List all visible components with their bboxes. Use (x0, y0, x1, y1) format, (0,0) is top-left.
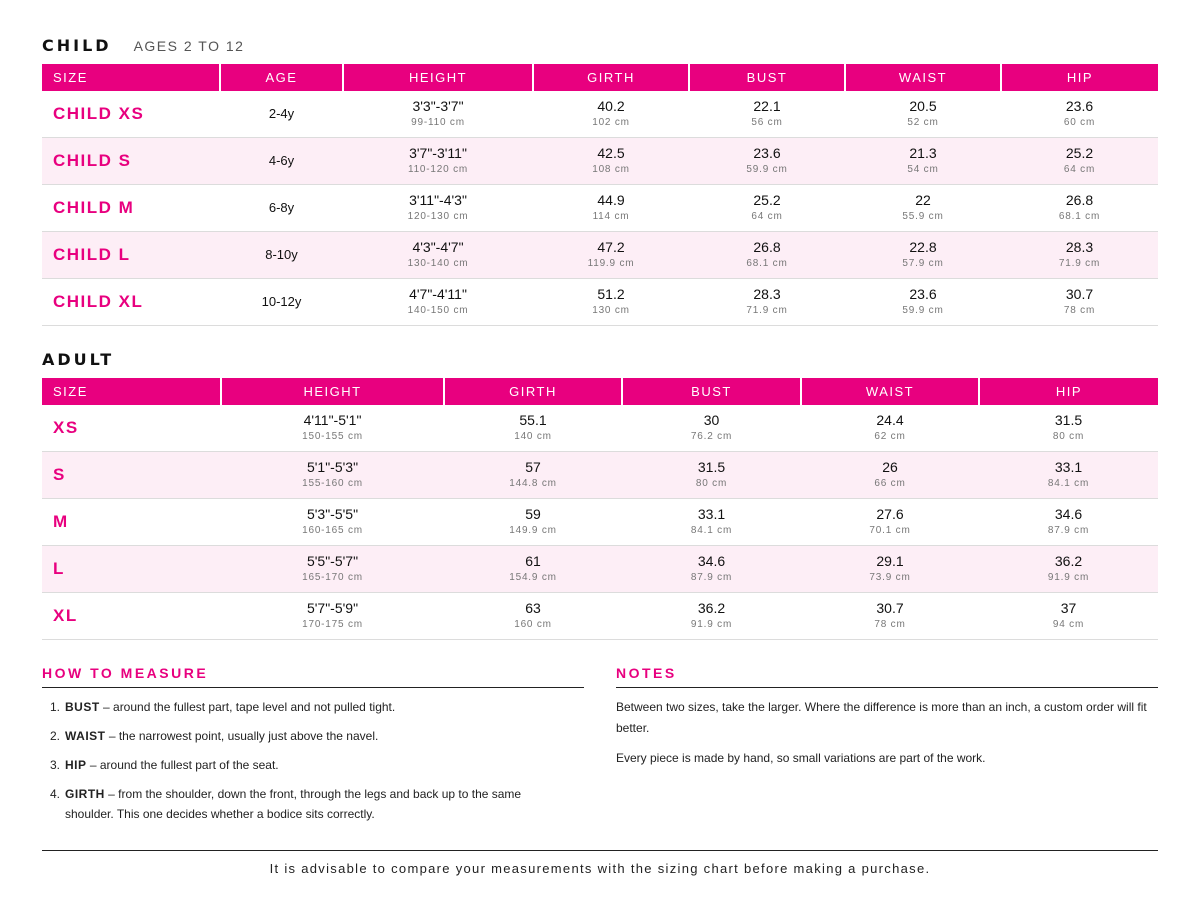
table-row (42, 279, 1158, 326)
waist-cm: 59.9 cm (902, 304, 944, 316)
notes-paragraph: Every piece is made by hand, so small variations are part of the work. (616, 751, 986, 765)
measure-item-text: – around the fullest part of the seat. (86, 758, 279, 772)
height-inches: 3'11"-4'3" (409, 191, 467, 208)
waist-cm: 62 cm (874, 430, 906, 442)
cell-waist (801, 452, 979, 499)
girth-inches: 44.9 (597, 191, 625, 208)
age-value: 6-8y (268, 200, 295, 215)
cell-waist (845, 91, 1001, 138)
cell-bust (622, 452, 801, 499)
height-inches: 3'3"-3'7" (412, 97, 464, 114)
bust-inches: 36.2 (697, 599, 726, 616)
notes-divider (616, 687, 1158, 688)
measure-item-term: BUST (65, 700, 100, 714)
cell-height (221, 405, 444, 452)
hip-cm: 71.9 cm (1058, 257, 1101, 269)
cell-girth (444, 593, 622, 640)
waist-cm: 70.1 cm (869, 524, 911, 536)
adult-section-heading (42, 350, 114, 369)
cell-girth (444, 546, 622, 593)
hip-inches: 28.3 (1065, 238, 1094, 255)
cell-bust (622, 499, 801, 546)
cell-age (220, 232, 343, 279)
bust-cm: 64 cm (751, 210, 783, 222)
waist-cm: 66 cm (874, 477, 906, 489)
cell-waist (845, 279, 1001, 326)
bust-inches: 22.1 (753, 97, 781, 114)
girth-cm: 130 cm (592, 304, 630, 316)
waist-inches: 23.6 (909, 285, 937, 302)
footer-note: It is advisable to compare your measurements with the sizing chart before making a purchase. (269, 861, 931, 876)
cell-waist (801, 593, 979, 640)
bust-inches: 33.1 (697, 505, 726, 522)
girth-cm: 144.8 cm (509, 477, 557, 489)
height-inches: 4'7"-4'11" (409, 285, 467, 302)
age-value: 10-12y (261, 294, 302, 309)
cell-girth (533, 279, 689, 326)
hip-cm: 87.9 cm (1047, 524, 1090, 536)
hip-cm: 94 cm (1052, 618, 1085, 630)
cell-girth (444, 499, 622, 546)
waist-inches: 24.4 (876, 411, 904, 428)
measure-item-text: – from the shoulder, down the front, through the legs and back up to the same shoulder. This one decides whether a bodice sits correctly. (65, 787, 522, 821)
cell-hip (979, 452, 1158, 499)
height-cm: 140-150 cm (407, 304, 469, 316)
child-section-heading (42, 36, 244, 55)
height-cm: 120-130 cm (407, 210, 469, 222)
age-value: 4-6y (268, 153, 295, 168)
cell-height (221, 452, 444, 499)
age-value: 8-10y (265, 247, 298, 262)
waist-cm: 78 cm (874, 618, 906, 630)
size-label: CHILD L (42, 232, 220, 279)
cell-height (343, 138, 533, 185)
girth-cm: 119.9 cm (587, 257, 635, 269)
size-label: CHILD XL (42, 279, 220, 326)
cell-girth (533, 232, 689, 279)
girth-cm: 160 cm (514, 618, 552, 630)
hip-cm: 80 cm (1052, 430, 1085, 442)
cell-bust (689, 185, 845, 232)
girth-inches: 63 (525, 599, 541, 616)
size-label: L (42, 546, 221, 593)
girth-inches: 51.2 (597, 285, 625, 302)
bust-inches: 31.5 (697, 458, 726, 475)
girth-cm: 140 cm (514, 430, 552, 442)
height-inches: 3'7"-3'11" (409, 144, 467, 161)
size-label: CHILD XS (42, 91, 220, 138)
cell-hip (1001, 138, 1158, 185)
girth-cm: 149.9 cm (509, 524, 557, 536)
cell-bust (689, 91, 845, 138)
height-inches: 4'11"-5'1" (303, 411, 362, 428)
measure-item (42, 697, 572, 717)
cell-waist (801, 499, 979, 546)
measure-item (42, 784, 572, 824)
height-cm: 150-155 cm (302, 430, 363, 442)
cell-age (220, 91, 343, 138)
girth-inches: 47.2 (597, 238, 625, 255)
cell-bust (622, 546, 801, 593)
bust-cm: 76.2 cm (690, 430, 733, 442)
waist-inches: 20.5 (909, 97, 937, 114)
size-label: XL (42, 593, 221, 640)
age-value: 2-4y (268, 106, 295, 121)
measure-item (42, 755, 572, 775)
size-label: M (42, 499, 221, 546)
cell-hip (1001, 279, 1158, 326)
notes-body (616, 697, 1158, 778)
hip-cm: 78 cm (1063, 304, 1096, 316)
column-header-bust: BUST (622, 378, 801, 405)
how-to-measure-divider (42, 687, 584, 688)
height-inches: 5'5"-5'7" (306, 552, 359, 569)
bust-cm: 80 cm (695, 477, 728, 489)
height-cm: 155-160 cm (302, 477, 363, 489)
notes-title: NOTES (616, 665, 677, 681)
hip-cm: 64 cm (1063, 163, 1096, 175)
measure-item (42, 726, 572, 746)
hip-cm: 60 cm (1063, 116, 1096, 128)
column-header-size: SIZE (42, 378, 221, 405)
hip-inches: 23.6 (1065, 97, 1094, 114)
girth-cm: 108 cm (592, 163, 630, 175)
cell-age (220, 185, 343, 232)
cell-bust (622, 405, 801, 452)
waist-inches: 27.6 (876, 505, 904, 522)
measure-item-number: 3. (50, 758, 61, 772)
bust-cm: 59.9 cm (746, 163, 788, 175)
measure-item-term: GIRTH (65, 787, 105, 801)
cell-girth (533, 138, 689, 185)
child-title: CHILD (42, 36, 112, 55)
cell-girth (533, 91, 689, 138)
bust-inches: 34.6 (697, 552, 726, 569)
hip-cm: 91.9 cm (1047, 571, 1090, 583)
cell-height (221, 546, 444, 593)
column-header-waist: WAIST (845, 64, 1001, 91)
girth-cm: 154.9 cm (509, 571, 557, 583)
column-header-hip: HIP (979, 378, 1158, 405)
table-row (42, 452, 1158, 499)
table-row (42, 185, 1158, 232)
cell-hip (979, 546, 1158, 593)
cell-hip (979, 593, 1158, 640)
height-inches: 5'7"-5'9" (306, 599, 359, 616)
cell-bust (622, 593, 801, 640)
girth-inches: 42.5 (597, 144, 625, 161)
hip-inches: 33.1 (1054, 458, 1083, 475)
notes-paragraph: Between two sizes, take the larger. Where the difference is more than an inch, a custom order will fit better. (616, 700, 1147, 735)
height-cm: 99-110 cm (411, 116, 465, 128)
height-cm: 130-140 cm (407, 257, 469, 269)
cell-waist (845, 232, 1001, 279)
column-header-girth: GIRTH (444, 378, 622, 405)
size-label: S (42, 452, 221, 499)
waist-inches: 21.3 (909, 144, 937, 161)
measure-item-term: WAIST (65, 729, 106, 743)
bust-cm: 91.9 cm (690, 618, 733, 630)
adult-title: ADULT (42, 350, 115, 369)
adult-table-header-row (42, 378, 1158, 405)
bust-cm: 87.9 cm (690, 571, 733, 583)
waist-inches: 22.8 (909, 238, 937, 255)
cell-hip (1001, 91, 1158, 138)
cell-waist (801, 546, 979, 593)
bust-inches: 23.6 (753, 144, 781, 161)
cell-height (221, 499, 444, 546)
table-row (42, 91, 1158, 138)
cell-bust (689, 232, 845, 279)
child-table-header-row (42, 64, 1158, 91)
child-size-table (42, 64, 1158, 326)
bust-inches: 28.3 (753, 285, 781, 302)
cell-age (220, 279, 343, 326)
cell-height (343, 185, 533, 232)
cell-hip (1001, 232, 1158, 279)
waist-cm: 55.9 cm (902, 210, 944, 222)
hip-inches: 37 (1060, 599, 1077, 616)
how-to-measure-title: HOW TO MEASURE (42, 665, 209, 681)
table-row (42, 593, 1158, 640)
girth-inches: 59 (525, 505, 541, 522)
bust-inches: 25.2 (753, 191, 781, 208)
measure-item-number: 4. (50, 787, 61, 801)
measure-item-text: – around the fullest part, tape level and not pulled tight. (99, 700, 396, 714)
waist-cm: 57.9 cm (902, 257, 944, 269)
table-row (42, 138, 1158, 185)
table-row (42, 232, 1158, 279)
hip-inches: 25.2 (1065, 144, 1094, 161)
bust-cm: 71.9 cm (746, 304, 788, 316)
girth-inches: 61 (525, 552, 541, 569)
cell-bust (689, 138, 845, 185)
measure-item-number: 1. (50, 700, 61, 714)
cell-bust (689, 279, 845, 326)
hip-inches: 31.5 (1054, 411, 1083, 428)
bust-inches: 30 (703, 411, 720, 428)
hip-inches: 26.8 (1065, 191, 1094, 208)
height-cm: 170-175 cm (302, 618, 363, 630)
height-inches: 4'3"-4'7" (412, 238, 464, 255)
cell-height (221, 593, 444, 640)
column-header-waist: WAIST (801, 378, 979, 405)
cell-girth (444, 452, 622, 499)
hip-inches: 30.7 (1065, 285, 1094, 302)
bust-cm: 84.1 cm (690, 524, 733, 536)
footer-divider (42, 850, 1158, 851)
girth-inches: 55.1 (519, 411, 547, 428)
height-inches: 5'1"-5'3" (306, 458, 359, 475)
waist-cm: 54 cm (907, 163, 939, 175)
column-header-height: HEIGHT (221, 378, 444, 405)
cell-hip (979, 499, 1158, 546)
cell-waist (801, 405, 979, 452)
cell-waist (845, 138, 1001, 185)
size-label: XS (42, 405, 221, 452)
waist-inches: 22 (915, 191, 931, 208)
bust-cm: 56 cm (751, 116, 783, 128)
height-cm: 165-170 cm (302, 571, 363, 583)
size-label: CHILD M (42, 185, 220, 232)
measure-item-number: 2. (50, 729, 61, 743)
cell-girth (533, 185, 689, 232)
measure-item-term: HIP (65, 758, 87, 772)
cell-height (343, 232, 533, 279)
height-cm: 110-120 cm (407, 163, 469, 175)
how-to-measure-list (42, 697, 572, 833)
hip-inches: 34.6 (1054, 505, 1083, 522)
cell-waist (845, 185, 1001, 232)
waist-cm: 73.9 cm (869, 571, 911, 583)
table-row (42, 499, 1158, 546)
waist-inches: 29.1 (876, 552, 904, 569)
cell-height (343, 91, 533, 138)
height-cm: 160-165 cm (302, 524, 363, 536)
girth-cm: 102 cm (592, 116, 630, 128)
hip-cm: 68.1 cm (1058, 210, 1101, 222)
hip-cm: 84.1 cm (1047, 477, 1090, 489)
waist-cm: 52 cm (907, 116, 939, 128)
girth-cm: 114 cm (592, 210, 630, 222)
cell-age (220, 138, 343, 185)
hip-inches: 36.2 (1054, 552, 1083, 569)
bust-cm: 68.1 cm (746, 257, 788, 269)
table-row (42, 405, 1158, 452)
waist-inches: 30.7 (876, 599, 904, 616)
girth-inches: 40.2 (597, 97, 625, 114)
height-inches: 5'3"-5'5" (306, 505, 359, 522)
girth-inches: 57 (525, 458, 541, 475)
cell-girth (444, 405, 622, 452)
bust-inches: 26.8 (753, 238, 781, 255)
column-header-girth: GIRTH (533, 64, 689, 91)
column-header-height: HEIGHT (343, 64, 533, 91)
table-row (42, 546, 1158, 593)
measure-item-text: – the narrowest point, usually just above the navel. (105, 729, 379, 743)
adult-size-table (42, 378, 1158, 640)
column-header-age: AGE (220, 64, 343, 91)
cell-height (343, 279, 533, 326)
waist-inches: 26 (882, 458, 898, 475)
column-header-bust: BUST (689, 64, 845, 91)
cell-hip (1001, 185, 1158, 232)
column-header-hip: HIP (1001, 64, 1158, 91)
cell-hip (979, 405, 1158, 452)
child-subtitle: AGES 2 TO 12 (133, 38, 245, 54)
column-header-size: SIZE (42, 64, 220, 91)
size-label: CHILD S (42, 138, 220, 185)
